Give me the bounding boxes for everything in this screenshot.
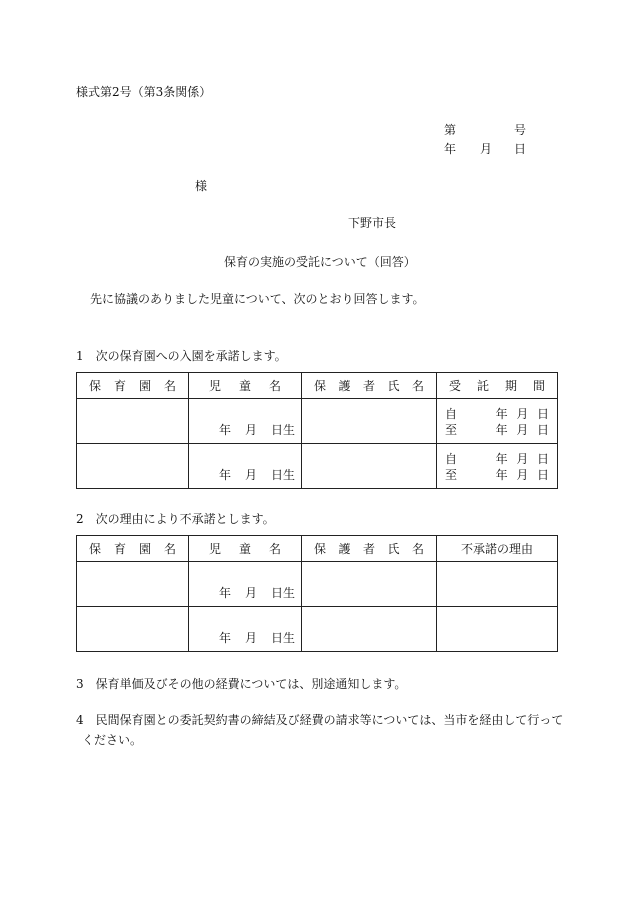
header-cell	[437, 373, 558, 399]
header-cell	[437, 536, 558, 562]
nursery-name-cell[interactable]	[77, 399, 189, 444]
nursery-name-cell[interactable]	[77, 607, 189, 652]
intro-text: 先に協議のありました児童について、次のとおり回答します。	[90, 292, 425, 306]
child-name-cell[interactable]	[189, 399, 302, 444]
addressee-suffix: 様	[195, 179, 208, 193]
doc-number-suffix: 号	[514, 123, 527, 137]
birth-date: 年 月 日生	[218, 631, 295, 645]
period-to: 至 年 月 日	[445, 468, 549, 482]
header-guardian: 保 護 者 氏 名	[314, 542, 424, 556]
header-period: 受 託 期 間	[449, 379, 545, 393]
period-cell[interactable]	[437, 444, 558, 489]
period-from: 自 年 月 日	[445, 452, 549, 466]
header-nursery: 保 育 園 名	[89, 542, 176, 556]
child-name-cell[interactable]	[189, 444, 302, 489]
table-row	[77, 399, 558, 444]
refusal-table	[76, 535, 558, 652]
header-cell	[189, 373, 302, 399]
birth-date: 年 月 日生	[218, 423, 295, 437]
table-row	[77, 607, 558, 652]
refusal-reason-cell[interactable]	[437, 607, 558, 652]
header-cell	[77, 536, 189, 562]
header-cell	[302, 536, 437, 562]
doc-date-month: 月	[480, 142, 493, 156]
doc-date-day: 日	[514, 142, 527, 156]
nursery-name-cell[interactable]	[77, 444, 189, 489]
birth-date: 年 月 日生	[218, 468, 295, 482]
header-cell	[302, 373, 437, 399]
child-name-cell[interactable]	[189, 607, 302, 652]
nursery-name-cell[interactable]	[77, 562, 189, 607]
sender: 下野市長	[348, 216, 397, 230]
section4-line2: ください。	[82, 733, 143, 747]
acceptance-table	[76, 372, 558, 489]
section2-heading: 2 次の理由により不承諾とします。	[76, 512, 275, 526]
table-header-row	[77, 373, 558, 399]
period-from: 自 年 月 日	[445, 407, 549, 421]
birth-date: 年 月 日生	[218, 586, 295, 600]
period-to: 至 年 月 日	[445, 423, 549, 437]
section4-line1: 4 民間保育園との委託契約書の締結及び経費の請求等については、当市を経由して行って	[76, 713, 564, 727]
table-header-row	[77, 536, 558, 562]
doc-number-prefix: 第	[444, 123, 457, 137]
table-row	[77, 444, 558, 489]
header-child: 児 童 名	[209, 379, 281, 393]
header-reason: 不承諾の理由	[460, 542, 533, 556]
header-cell	[77, 373, 189, 399]
guardian-name-cell[interactable]	[302, 399, 437, 444]
document-title: 保育の実施の受託について（回答）	[224, 255, 416, 269]
doc-date-year: 年	[444, 142, 457, 156]
period-cell[interactable]	[437, 399, 558, 444]
form-number: 様式第2号（第3条関係）	[76, 85, 212, 99]
refusal-reason-cell[interactable]	[437, 562, 558, 607]
header-guardian: 保 護 者 氏 名	[314, 379, 424, 393]
guardian-name-cell[interactable]	[302, 444, 437, 489]
section3-text: 3 保育単価及びその他の経費については、別途通知します。	[76, 677, 407, 691]
header-child: 児 童 名	[209, 542, 281, 556]
guardian-name-cell[interactable]	[302, 607, 437, 652]
table-row	[77, 562, 558, 607]
header-cell	[189, 536, 302, 562]
guardian-name-cell[interactable]	[302, 562, 437, 607]
section1-heading: 1 次の保育園への入園を承諾します。	[76, 349, 287, 363]
child-name-cell[interactable]	[189, 562, 302, 607]
header-nursery: 保 育 園 名	[89, 379, 176, 393]
